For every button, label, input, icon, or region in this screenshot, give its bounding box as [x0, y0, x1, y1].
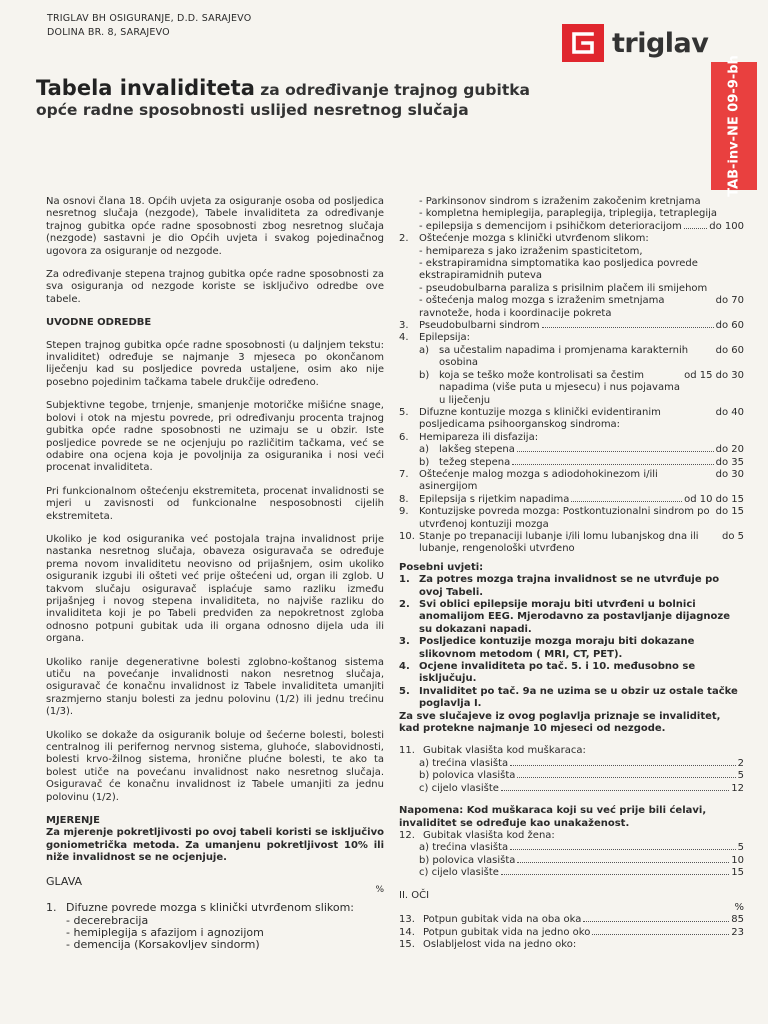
sub-item-text: c) cijelo vlasište [419, 867, 499, 879]
item-number: 3. [399, 320, 409, 332]
list-item [46, 902, 384, 914]
item-text: Gubitak vlasišta kod žena: [423, 829, 555, 841]
item-value: 85 [731, 914, 744, 926]
item-value: 23 [731, 926, 744, 938]
item-number: 4. [399, 332, 409, 344]
list-item [399, 830, 744, 842]
item-value: do 30 [715, 468, 744, 480]
item-number: 2. [399, 233, 409, 245]
mjerenje-text: Za mjerenje pokretljivosti po ovoj tabeli koristi se isključivo goniometrička metoda. Za umanjenu pokretljivost 10% ili niže invalidnost se ne ocjenjuje. [46, 827, 384, 864]
item-text: Ocjene invaliditeta po tač. 5. i 10. međusobno se isključuju. [419, 661, 696, 685]
item-value: 5 [737, 770, 744, 782]
item-value: do 60 [715, 344, 744, 356]
list-item [399, 506, 744, 531]
item-text: Za potres mozga trajna invalidnost se ne utvrđuje po ovoj Tabeli. [419, 574, 720, 598]
glava-row [46, 876, 384, 896]
item-number: 9. [399, 506, 409, 518]
item-number: 11. [399, 745, 415, 757]
item-text: Oslabljelost vida na jedno oko: [423, 939, 577, 951]
title-rest: za određivanje trajnog gubitka [254, 81, 530, 99]
intro-paragraph-1: Na osnovi člana 18. Općih uvjeta za osiguranje osoba od posljedica nesretnog slučaja (nezgode), Tabele invaliditeta za određivanje trajnog gubitka opće radne sposobnosti zbog nesretnog slučaja (nezgode) sastavni je dio Općih uvjeta i svakog pojedinačnog ugovora za osiguranje od nezgode. [46, 196, 384, 257]
logo-mark-icon [562, 24, 604, 62]
list-item [399, 320, 744, 332]
percent-label: % [375, 884, 384, 895]
list-item [399, 494, 744, 506]
item-text: sa učestalim napadima i promjenama karakternih osobina [439, 344, 689, 369]
sub-item: - pseudobulbarna paraliza s prisilnim plačem ili smijehom [419, 282, 708, 294]
list-item [399, 233, 744, 245]
item-text: Stanje po trepanaciji lubanje i/ili lomu lubanjskog dna ili lubanje, rengenološki utvrđeno [419, 530, 699, 555]
sub-item-text: a) trećina vlasišta [419, 757, 509, 769]
list-item [399, 939, 744, 951]
sub-item: - Parkinsonov sindrom s izraženim zakočenim kretnjama [419, 196, 701, 207]
posebni-heading: Posebni uvjeti: [399, 561, 484, 573]
list-item [399, 345, 744, 370]
item-text: Potpun gubitak vida na oba oka [423, 914, 582, 926]
sub-item [399, 221, 744, 233]
napomena-note: Napomena: Kod muškaraca koji su već prije bili ćelavi, invaliditet se određuje kao unakaženost. [399, 805, 707, 829]
list-item [399, 745, 744, 757]
list-item [399, 407, 744, 432]
item-number: 15. [399, 939, 415, 951]
item-text: Pseudobulbarni sindrom [419, 320, 540, 332]
sub-item-text: b) polovica vlasišta [419, 854, 516, 866]
sub-item [399, 758, 744, 770]
item-value: do 70 [715, 295, 744, 307]
item-value: 15 [731, 867, 744, 879]
mjerenje-heading: MJERENJE [46, 815, 100, 827]
sub-item [399, 855, 744, 867]
glava-heading: GLAVA [46, 874, 83, 888]
sub-item [399, 295, 744, 320]
item-value: do 15 [715, 506, 744, 518]
item-value: 12 [731, 782, 744, 794]
percent-label: % [734, 901, 744, 913]
list-item [399, 432, 744, 444]
sub-item [399, 770, 744, 782]
list-item [399, 469, 744, 494]
sub-item-text: c) cijelo vlasište [419, 782, 499, 794]
item-text: Kontuzijske povreda mozga: Postkontuzionalni sindrom po utvrđenoj kontuziji mozga [419, 506, 710, 530]
posebni-note: Za sve slučajeve iz ovog poglavlja priznaje se invaliditet, kad protekne najmanje 10 mjeseci od nezgode. [399, 710, 721, 735]
sub-item: - kompletna hemiplegija, paraplegija, triplegija, tetraplegija [419, 208, 718, 220]
paragraph-4: Ukoliko je kod osiguranika već postojala trajna invalidnost prije nastanka nesretnog slučaja, obaveza osiguravača se određuje prema novom invaliditetu neovisno od prijašnjem, osim ukoliko osiguranik izgubi ili ošteti već prije oštećeni ud, organ ili zglob. U takvom slučaju osiguravač isplaćuje samo razliku između prijašnjeg i novog stepena invaliditeta, no najviše razliku do invaliditeta koji je po Tabeli predviđen za nepokretnost zgloba odnosno potpuni gubitak uda ili organa odnosno dijela uda ili organa. [46, 533, 384, 645]
paragraph-2: Subjektivne tegobe, trnjenje, smanjenje motoričke mišićne snage, bolovi i otok na mjestu povrede, pri određivanju procenta trajnog gubitka opće radne sposobnosti ne uzimaju se u obzir. Iste posljedice povrede se ne ocjenjuju po različitim tačkama, već se odabire ona ocjena koja je povoljnija za osiguranika i nosi veći procenat invaliditeta. [46, 400, 384, 474]
oci-heading: II. OČI [399, 889, 430, 901]
sub-item: - hemipareza s jako izraženim spasticitetom, [419, 245, 643, 257]
item-number: 8. [399, 493, 409, 505]
item-number: 13. [399, 914, 415, 926]
list-item [399, 914, 744, 926]
paragraph-6: Ukoliko se dokaže da osiguranik boluje od šećerne bolesti, bolesti centralnog ili perifernog nervnog sistema, gluhoće, slabovidnosti, bolesti krvo-žilnog sistema, hronične plućne bolesti, te ako ta bolest utiče na povećanu invalidnost nako nesretnog slučaja. Osiguravač će konačnu invalidnost iz Tabele umanjiti za jednu polovinu (1/2). [46, 729, 384, 803]
sub-item [399, 842, 744, 854]
item-text: Epilepsija s rijetkim napadima [419, 493, 570, 505]
item-text: Epilepsija: [419, 332, 470, 344]
item-number: b) [419, 456, 430, 468]
item-text: koja se teško može kontrolisati sa čestim napadima (više puta u mjesecu) i nus pojavama u liječenju [439, 369, 680, 406]
item-text: Oštećenje mozga s klinički utvrđenom slikom: [419, 233, 649, 245]
item-number: a) [419, 344, 430, 356]
paragraph-1: Stepen trajnog gubitka opće radne sposobnosti (u daljnjem tekstu: invaliditet) određuje se najmanje 3 mjeseca po okončanom liječenju kad su posljedice povreda ustaljene, osim ako nije posebno pojedinim tačkama tabele drukčije određeno. [46, 339, 384, 388]
item-number: 12. [399, 829, 415, 841]
item-number: 10. [399, 530, 415, 542]
item-value: 2 [737, 757, 744, 769]
item-value: do 40 [715, 406, 744, 418]
item-number: a) [419, 444, 430, 456]
condition-item [399, 574, 744, 599]
right-column [399, 196, 744, 952]
left-column [46, 196, 384, 952]
title-main: Tabela invaliditeta [36, 76, 255, 100]
sub-item: - hemiplegija s afazijom i agnozijom [66, 925, 264, 939]
item-text: težeg stepena [439, 456, 511, 468]
condition-item [399, 636, 744, 661]
intro-paragraph-2: Za određivanje stepena trajnog gubitka opće radne sposobnosti za sva osiguranja od nezgode koriste se isključivo odredbe ove tabele. [46, 269, 384, 305]
item-text: Potpun gubitak vida na jedno oko [423, 926, 591, 938]
sub-item-text: - oštećenja malog mozga s izraženim smetnjama ravnoteže, hoda i koordinacije pokreta [419, 295, 665, 319]
triglav-logo [562, 24, 708, 62]
company-name: TRIGLAV BH OSIGURANJE, D.D. SARAJEVO [47, 13, 252, 24]
sub-item [399, 867, 744, 879]
item-text: Oštećenje malog mozga s adiodohokinezom i/ili asinergijom [419, 468, 658, 493]
item-text: Difuzne povrede mozga s klinički utvrđenom slikom: [66, 901, 354, 915]
item-value: do 100 [709, 220, 744, 232]
paragraph-5: Ukoliko ranije degenerativne bolesti zglobno-koštanog sistema utiču na povećanje invalidnosti nakon nesretnog slučaja, osiguravač će konačnu invalidnost iz Tabele invaliditeta umanjiti srazmjerno stanju bolesti za jednu polovinu (1/2) ili jednu trećinu (1/3). [46, 656, 384, 718]
item-number: 5. [399, 685, 410, 697]
item-number: b) [419, 369, 430, 381]
list-item [399, 457, 744, 469]
sub-item: - decerebracija [66, 913, 149, 927]
logo-text: triglav [612, 27, 709, 59]
list-item [399, 927, 744, 939]
item-value: od 10 do 15 [684, 493, 744, 505]
sub-item [399, 783, 744, 795]
paragraph-3: Pri funkcionalnom oštećenju ekstremiteta, procenat invalidnosti se mjeri u zavisnosti od funkcionalne nesposobnosti cijelih ekstremiteta. [46, 485, 384, 522]
company-header [47, 12, 251, 40]
condition-item [399, 686, 744, 711]
item-value: do 60 [715, 320, 744, 332]
uvodne-heading: UVODNE ODREDBE [46, 317, 152, 329]
sub-item-text: - epilepsija s demencijom i psihičkom deterioracijom [419, 220, 682, 232]
condition-item [399, 599, 744, 636]
item-number: 6. [399, 431, 409, 443]
item-text: Svi oblici epilepsije moraju biti utvrđeni u bolnici anomalijom EEG. Mjerodavno za postavljanje dijagnoze su dokazani napadi. [419, 599, 730, 635]
item-number: 4. [399, 661, 410, 673]
item-value: do 20 [715, 444, 744, 456]
item-text: Difuzne kontuzije mozga s klinički evidentiranim posljedicama psihoorganskog sindroma: [419, 406, 661, 431]
item-number: 7. [399, 468, 409, 480]
title-line2: opće radne sposobnosti uslijed nesretnog slučaja [36, 101, 469, 119]
item-text: lakšeg stepena [439, 444, 515, 456]
item-value: od 15 do 30 [684, 369, 744, 381]
item-value: 10 [731, 854, 744, 866]
document-code: TAB-inv-NE 09-9-bh [726, 55, 742, 197]
list-item [399, 531, 744, 556]
item-value: do 35 [715, 456, 744, 468]
sub-item-text: a) trećina vlasišta [419, 842, 509, 854]
item-number: 3. [399, 636, 410, 648]
item-text: Invaliditet po tač. 9a ne uzima se u obzir uz ostale tačke poglavlja I. [419, 685, 738, 710]
item-number: 1. [46, 901, 57, 915]
sub-item: - ekstrapiramidna simptomatika kao posljedica povrede ekstrapiramidnih puteva [419, 258, 698, 282]
sub-item: - demencija (Korsakovljev sindorm) [66, 938, 260, 952]
item-number: 2. [399, 599, 410, 610]
page-title [36, 76, 576, 119]
condition-item [399, 661, 744, 686]
item-value: 5 [737, 842, 744, 854]
item-text: Hemipareza ili disfazija: [419, 431, 539, 443]
document-code-tab [711, 55, 757, 197]
list-item [399, 370, 744, 407]
item-number: 14. [399, 926, 415, 938]
company-address: DOLINA BR. 8, SARAJEVO [47, 27, 170, 38]
sub-item-text: b) polovica vlasišta [419, 770, 516, 782]
list-item [399, 444, 744, 456]
item-text: Posljedice kontuzije mozga moraju biti dokazane slikovnom metodom ( MRI, CT, PET). [419, 636, 695, 660]
item-number: 1. [399, 574, 410, 586]
list-item [399, 332, 744, 344]
item-number: 5. [399, 406, 409, 418]
item-value: do 5 [721, 530, 744, 542]
item-text: Gubitak vlasišta kod muškaraca: [423, 745, 586, 757]
